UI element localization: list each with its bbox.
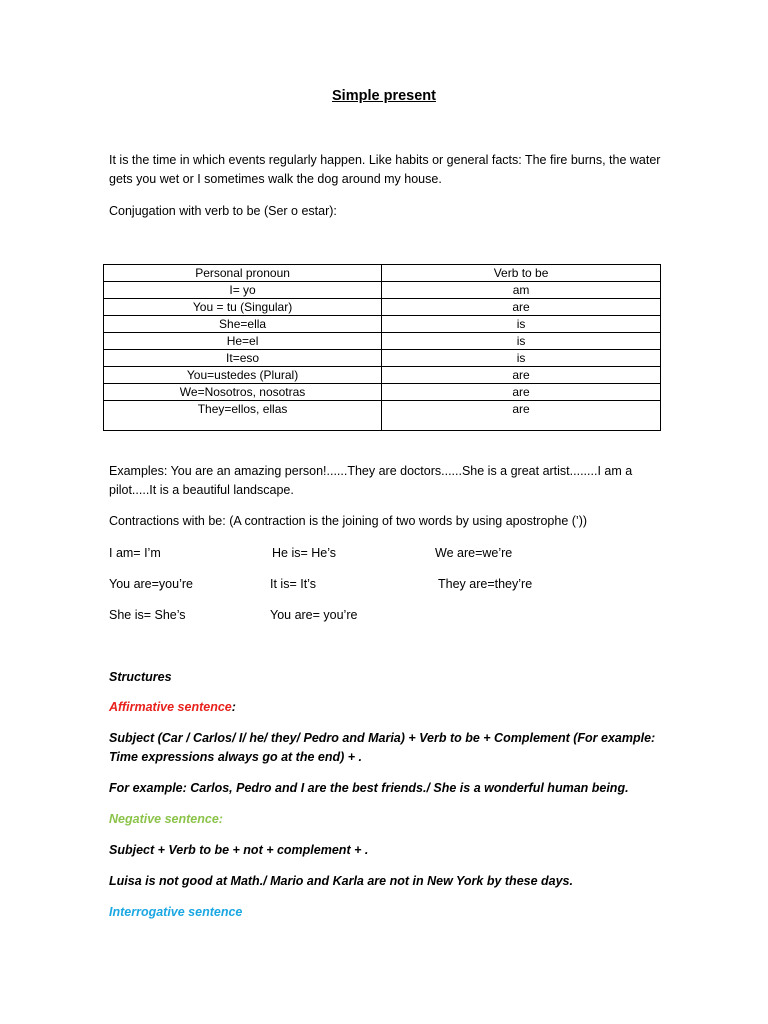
- contraction-we-are: We are=we’re: [435, 546, 513, 560]
- affirmative-label: Affirmative sentence: [109, 700, 232, 714]
- examples-paragraph: Examples: You are an amazing person!......They are doctors......She is a great artist........I am a pilot.....It is a beautiful landscape.: [109, 464, 633, 497]
- negative-heading: Negative sentence:: [109, 812, 223, 826]
- negative-example: Luisa is not good at Math./ Mario and Karla are not in New York by these days.: [109, 874, 573, 888]
- table-cell-pronoun: I= yo: [104, 282, 382, 299]
- table-row: [104, 367, 661, 384]
- table-row: [104, 401, 661, 431]
- negative-structure: Subject + Verb to be + not + complement + .: [109, 843, 369, 857]
- table-row: [104, 299, 661, 316]
- affirmative-structure: Subject (Car / Carlos/ I/ he/ they/ Pedro and Maria) + Verb to be + Complement (For example: Time expressions always go at the end) + .: [109, 731, 656, 764]
- table-cell-pronoun: They=ellos, ellas: [104, 401, 382, 431]
- table-cell-verb: are: [382, 384, 661, 401]
- intro-paragraph: It is the time in which events regularly happen. Like habits or general facts: The fire burns, the water gets you wet or I sometimes walk the dog around my house.: [109, 153, 661, 186]
- table-cell-pronoun: He=el: [104, 333, 382, 350]
- table-cell-verb: is: [382, 350, 661, 367]
- table-cell-verb: am: [382, 282, 661, 299]
- contraction-you-are-2: You are= you’re: [270, 608, 358, 622]
- contraction-i-am: I am= I’m: [109, 546, 161, 560]
- table-cell-pronoun: She=ella: [104, 316, 382, 333]
- table-header-pronoun: Personal pronoun: [104, 265, 382, 282]
- affirmative-example: For example: Carlos, Pedro and I are the best friends./ She is a wonderful human being.: [109, 781, 629, 795]
- contraction-you-are: You are=you’re: [109, 577, 193, 591]
- table-row: [104, 384, 661, 401]
- table-row: [104, 282, 661, 299]
- contraction-he-is: He is= He’s: [272, 546, 337, 560]
- table-cell-pronoun: It=eso: [104, 350, 382, 367]
- table-cell-pronoun: You=ustedes (Plural): [104, 367, 382, 384]
- table-header-row: [104, 265, 661, 282]
- table-cell-verb: are: [382, 299, 661, 316]
- contraction-it-is: It is= It’s: [270, 577, 316, 591]
- affirmative-heading: [109, 698, 669, 717]
- conjugation-table: [103, 264, 661, 431]
- contractions-heading: Contractions with be: (A contraction is the joining of two words by using apostrophe (’)): [109, 514, 588, 528]
- table-cell-pronoun: We=Nosotros, nosotras: [104, 384, 382, 401]
- table-cell-pronoun: You = tu (Singular): [104, 299, 382, 316]
- table-cell-verb: is: [382, 333, 661, 350]
- page-title: Simple present: [332, 88, 436, 104]
- contraction-she-is: She is= She’s: [109, 608, 186, 622]
- affirmative-colon: :: [231, 700, 236, 714]
- table-header-verb: Verb to be: [382, 265, 661, 282]
- table-row: [104, 350, 661, 367]
- table-cell-verb: are: [382, 367, 661, 384]
- table-cell-verb: are: [382, 401, 661, 431]
- table-cell-verb: is: [382, 316, 661, 333]
- contraction-they-are: They are=they’re: [438, 577, 533, 591]
- interrogative-heading: Interrogative sentence: [109, 905, 243, 919]
- table-row: [104, 316, 661, 333]
- table-row: [104, 333, 661, 350]
- structures-heading: Structures: [109, 670, 172, 684]
- conjugation-heading: Conjugation with verb to be (Ser o estar):: [109, 204, 337, 218]
